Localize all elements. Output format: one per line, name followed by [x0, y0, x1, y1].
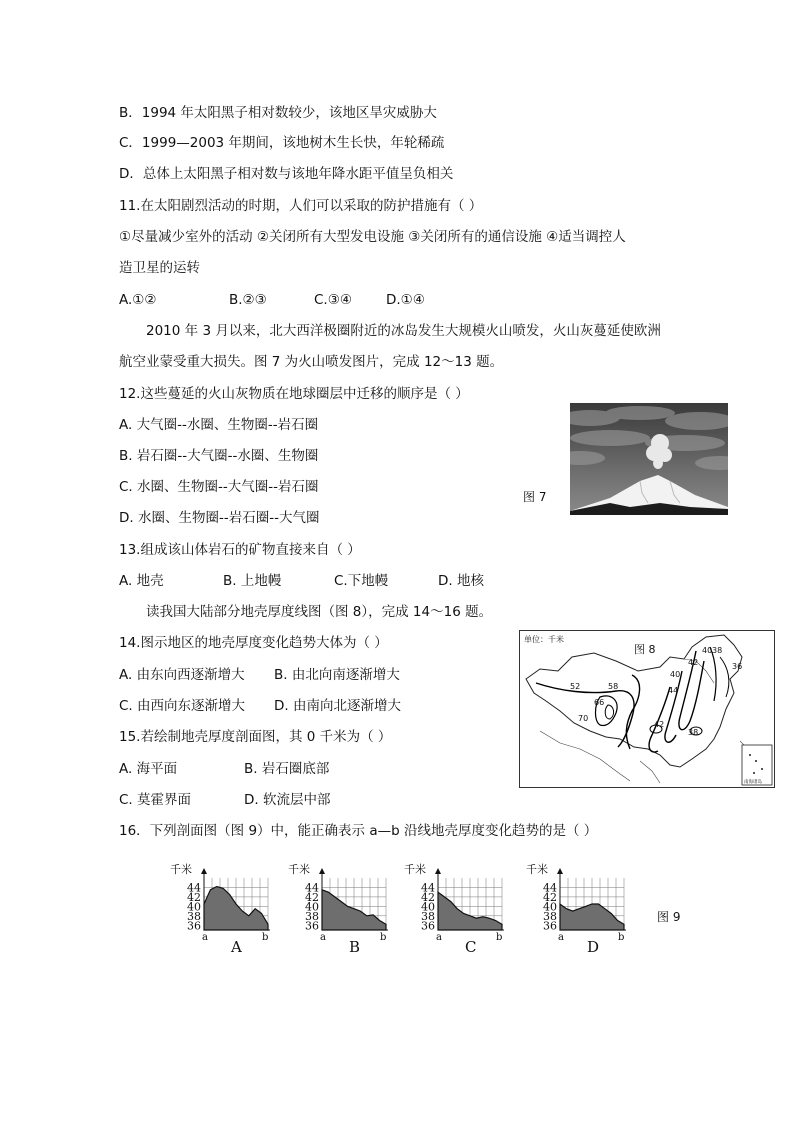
chart-option-letter: B [349, 938, 361, 956]
fig7-label: 图 7 [523, 490, 547, 504]
volcano-photo [570, 403, 728, 515]
chart-option-letter: D [587, 938, 600, 956]
y-tick-label: 42 [543, 890, 557, 904]
y-tick-label: 38 [543, 909, 557, 923]
x-label-a: a [202, 932, 208, 943]
q10-option-d: D．总体上太阳黑子相对数与该地年降水距平值呈负相关 [119, 166, 454, 182]
contour-label: 52 [570, 682, 581, 691]
fig9-label: 图 9 [657, 910, 681, 924]
contour-label: 66 [594, 698, 605, 707]
axis-unit-label: 千米 [526, 863, 548, 876]
y-axis-arrow [557, 868, 563, 874]
contour-label: 38 [712, 646, 723, 655]
y-tick-label: 42 [187, 890, 201, 904]
x-label-b: b [380, 932, 387, 943]
q11-stem: 11.在太阳剧烈活动的时期，人们可以采取的防护措施有（ ） [119, 198, 483, 214]
q15-option-a: A. 海平面 [119, 761, 178, 777]
y-tick-label: 36 [421, 919, 435, 933]
q10-option-c: C．1999—2003 年期间，该地树木生长快，年轮稀疏 [119, 135, 445, 151]
inset-frame [742, 745, 772, 785]
q11-option-c: C.③④ [314, 292, 352, 308]
y-tick-label: 42 [305, 890, 319, 904]
chart-b [286, 862, 396, 961]
contour-label: 36 [732, 662, 743, 671]
passage1-line1: 2010 年 3 月以来，北大西洋极圈附近的冰岛发生大规模火山喷发，火山灰蔓延使欧洲 [146, 323, 661, 339]
y-tick-label: 44 [421, 881, 435, 895]
q14-option-b: B. 由北向南逐渐增大 [274, 667, 400, 683]
q15-option-c: C. 莫霍界面 [119, 792, 192, 808]
map-illustration [520, 631, 774, 787]
profile-chart-a [168, 862, 278, 957]
contour-label: 70 [578, 714, 589, 723]
y-tick-label: 40 [305, 900, 319, 914]
x-label-b: b [496, 932, 503, 943]
y-tick-label: 44 [305, 881, 319, 895]
profile-chart-d [524, 862, 634, 957]
q14-stem: 14.图示地区的地壳厚度变化趋势大体为（ ） [119, 635, 388, 651]
map-unit: 单位：千米 [524, 635, 564, 644]
q12-option-c: C. 水圈、生物圈--大气圈--岩石圈 [119, 479, 319, 495]
q13-option-c: C.下地幔 [334, 573, 389, 589]
profile-chart-c [402, 862, 512, 957]
inset-label: 南海诸岛 [744, 780, 762, 785]
y-tick-label: 38 [187, 909, 201, 923]
q14-option-d: D. 由南向北逐渐增大 [274, 698, 401, 714]
y-tick-label: 38 [305, 909, 319, 923]
x-label-b: b [618, 932, 625, 943]
q16-stem: 16．下列剖面图（图 9）中，能正确表示 a—b 沿线地壳厚度变化趋势的是（ ） [119, 823, 598, 839]
q13-options [119, 572, 484, 590]
passage2: 读我国大陆部分地壳厚度线图（图 8），完成 14～16 题。 [146, 604, 493, 620]
x-label-a: a [320, 932, 326, 943]
q15-option-b: B. 岩石圈底部 [244, 761, 330, 777]
contour-label: 40 [702, 646, 713, 655]
q11-items-line2: 造卫星的运转 [119, 260, 200, 276]
y-axis-arrow [201, 868, 207, 874]
chart-d [524, 862, 634, 961]
q13-option-a: A. 地壳 [119, 573, 164, 589]
chart-a [168, 862, 278, 961]
q13-stem: 13.组成该山体岩石的矿物直接来自（ ） [119, 542, 361, 558]
q15-option-d: D. 软流层中部 [244, 792, 331, 808]
passage1-line2: 航空业蒙受重大损失。图 7 为火山喷发图片，完成 12～13 题。 [119, 354, 504, 370]
x-label-a: a [436, 932, 442, 943]
volcano-illustration [570, 403, 728, 515]
axis-unit-label: 千米 [404, 863, 426, 876]
q11-options [119, 291, 425, 309]
chart-c [402, 862, 512, 961]
profile-area [560, 904, 624, 930]
y-tick-label: 40 [543, 900, 557, 914]
q15-options-row2 [119, 791, 330, 809]
y-tick-label: 40 [187, 900, 201, 914]
q15-stem: 15.若绘制地壳厚度剖面图，其 0 千米为（ ） [119, 729, 392, 745]
contour-label: 40 [670, 670, 681, 679]
q13-option-b: B. 上地幔 [223, 573, 282, 589]
y-tick-label: 40 [421, 900, 435, 914]
q14-option-c: C. 由西向东逐渐增大 [119, 698, 246, 714]
q14-options-row2 [119, 697, 401, 715]
contour-label: 38 [688, 728, 699, 737]
axis-unit-label: 千米 [288, 863, 310, 876]
y-tick-label: 36 [543, 919, 557, 933]
profile-chart-b [286, 862, 396, 957]
y-tick-label: 36 [187, 919, 201, 933]
q10-option-b: B．1994 年太阳黑子相对数较少，该地区旱灾威胁大 [119, 105, 437, 121]
y-tick-label: 42 [421, 890, 435, 904]
x-label-b: b [262, 932, 269, 943]
contour-label: 42 [688, 658, 699, 667]
q14-option-a: A. 由东向西逐渐增大 [119, 667, 245, 683]
q11-items-line1: ①尽量减少室外的活动 ②关闭所有大型发电设施 ③关闭所有的通信设施 ④适当调控人 [119, 229, 626, 245]
q11-option-b: B.②③ [229, 292, 267, 308]
q12-option-b: B. 岩石圈--大气圈--水圈、生物圈 [119, 448, 319, 464]
q11-option-a: A.①② [119, 292, 157, 308]
contour-label: 58 [608, 682, 619, 691]
y-tick-label: 44 [187, 881, 201, 895]
fig8-label: 图 8 [634, 643, 656, 656]
chart-option-letter: A [231, 938, 242, 956]
crust-thickness-map [519, 630, 775, 788]
y-tick-label: 44 [543, 881, 557, 895]
q15-options-row1 [119, 760, 329, 778]
q12-stem: 12.这些蔓延的火山灰物质在地球圈层中迁移的顺序是（ ） [119, 386, 469, 402]
q13-option-d: D. 地核 [438, 573, 484, 589]
q12-option-d: D. 水圈、生物圈--岩石圈--大气圈 [119, 510, 320, 526]
y-axis-arrow [319, 868, 325, 874]
chart-option-letter: C [465, 938, 477, 956]
contour-label: 44 [668, 686, 679, 695]
q14-options-row1 [119, 666, 400, 684]
axis-unit-label: 千米 [170, 863, 192, 876]
x-label-a: a [558, 932, 564, 943]
y-axis-arrow [435, 868, 441, 874]
y-tick-label: 38 [421, 909, 435, 923]
contour-label: 42 [654, 720, 665, 729]
q12-option-a: A. 大气圈--水圈、生物圈--岩石圈 [119, 417, 319, 433]
q11-option-d: D.①④ [386, 292, 425, 308]
y-tick-label: 36 [305, 919, 319, 933]
